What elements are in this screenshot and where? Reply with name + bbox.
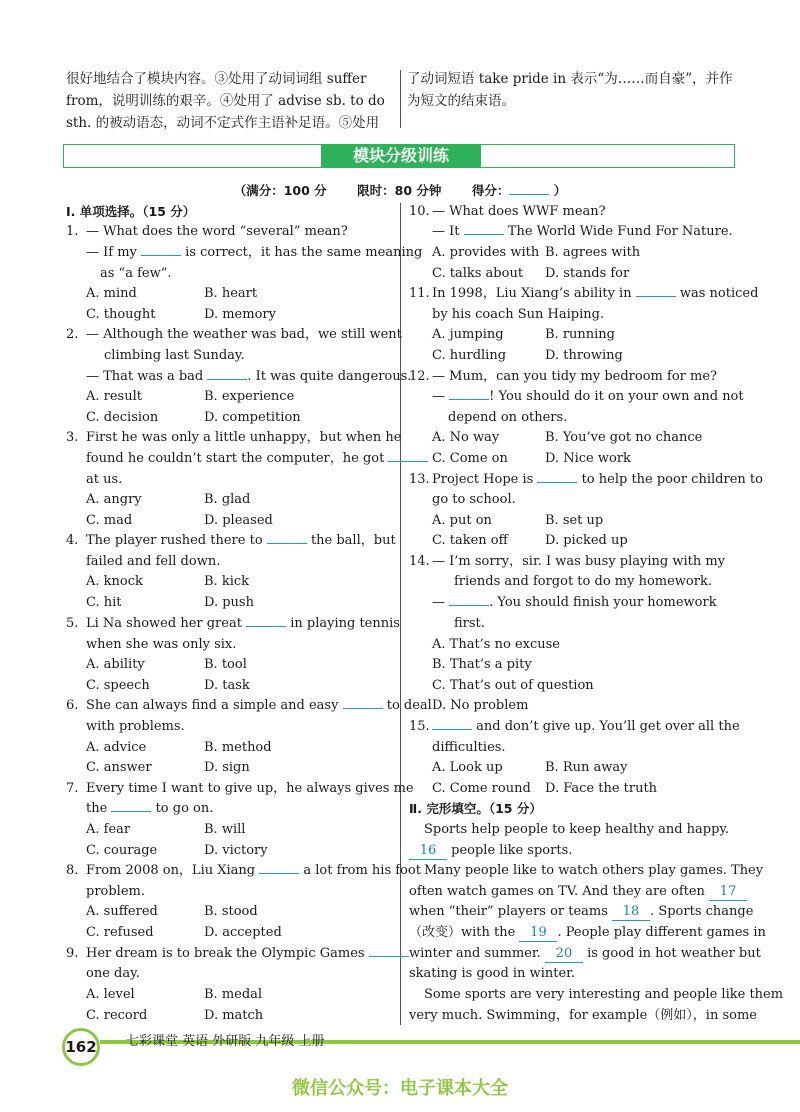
section-1-title: Ⅰ. 单项选择。（15 分） [66, 204, 196, 219]
q8-line: From 2008 on，Liu Xiang a lot from his foot [86, 863, 421, 878]
q13-line: Project Hope is to help the poor children to [432, 472, 763, 487]
q10-line: — It The World Wide Fund For Nature. [432, 224, 733, 239]
q1-number: 1. [66, 224, 79, 239]
q8-option-d[interactable]: D. accepted [204, 925, 282, 940]
q5-option-d[interactable]: D. task [204, 678, 250, 693]
page-number: 162 [62, 1028, 100, 1066]
q13-option-d[interactable]: D. picked up [545, 533, 628, 548]
q7-option-d[interactable]: D. victory [204, 843, 268, 858]
blank-16[interactable]: 16 [419, 843, 437, 858]
q1-blank[interactable] [141, 255, 181, 256]
q1-line: — What does the word “several” mean? [86, 224, 348, 239]
q10-option-a[interactable]: A. provides with [432, 245, 540, 260]
q4-line: failed and fell down. [86, 554, 221, 569]
wechat-watermark: 微信公众号：电子课本大全 [292, 1078, 508, 1099]
q14-line: — . You should finish your homework [432, 595, 717, 610]
q12-option-a[interactable]: A. No way [432, 430, 500, 445]
q14-option-c[interactable]: C. That’s out of question [432, 678, 594, 693]
q9-blank[interactable] [369, 956, 409, 957]
q2-line: climbing last Sunday. [104, 348, 245, 363]
cloze-line: 16 people like sports. [409, 843, 572, 860]
q2-number: 2. [66, 327, 79, 342]
cloze-line: when “their” players or teams 18 . Sports change [409, 904, 754, 919]
q8-line: problem. [86, 884, 145, 899]
q5-option-c[interactable]: C. speech [86, 678, 150, 693]
time-limit: 限时：80 分钟 [357, 183, 442, 198]
q9-line: one day. [86, 966, 140, 981]
q1-line: as “a few”. [100, 266, 172, 281]
q14-option-b[interactable]: B. That’s a pity [432, 657, 532, 672]
q11-number: 11. [409, 286, 430, 301]
cloze-line: skating is good in winter. [409, 966, 576, 981]
intro-line: 为短文的结束语。 [407, 93, 515, 109]
q3-number: 3. [66, 430, 79, 445]
q12-line: — ! You should do it on your own and not [432, 389, 744, 404]
q2-option-d[interactable]: D. competition [204, 410, 301, 425]
q10-blank[interactable] [464, 234, 504, 235]
q12-option-c[interactable]: C. Come on [432, 451, 508, 466]
intro-right [407, 68, 733, 112]
q7-option-b[interactable]: B. will [204, 822, 246, 837]
q11-line: In 1998，Liu Xiang’s ability in was noticed [432, 286, 759, 301]
cloze-line: very much. Swimming，for example（例如），in some [409, 1008, 757, 1023]
q15-line: and don’t give up. You’ll get over all the [432, 719, 740, 735]
blank-20[interactable]: 20 [555, 946, 573, 961]
q7-option-c[interactable]: C. courage [86, 843, 158, 858]
q5-option-a[interactable]: A. ability [86, 657, 145, 672]
blank-17[interactable]: 17 [719, 884, 737, 899]
q2-option-c[interactable]: C. decision [86, 410, 159, 425]
q8-option-c[interactable]: C. refused [86, 925, 154, 940]
q10-line: — What does WWF mean? [432, 204, 606, 219]
score-label: 得分： [471, 183, 510, 198]
q11-blank[interactable] [636, 296, 676, 297]
q4-number: 4. [66, 533, 79, 548]
q9-option-d[interactable]: D. match [204, 1008, 264, 1023]
q3-option-d[interactable]: D. pleased [204, 513, 273, 528]
q9-line: Her dream is to break the Olympic Games [86, 946, 409, 962]
q6-option-d[interactable]: D. sign [204, 760, 250, 775]
q11-option-d[interactable]: D. throwing [545, 348, 623, 363]
q6-blank[interactable] [343, 708, 383, 709]
q5-line: Li Na showed her great in playing tennis [86, 616, 400, 631]
q2-option-a[interactable]: A. result [86, 389, 142, 404]
q3-option-a[interactable]: A. angry [86, 492, 142, 507]
q11-option-b[interactable]: B. running [545, 327, 616, 342]
score-close: ） [553, 183, 567, 198]
score-info [0, 181, 800, 199]
score-blank[interactable] [509, 194, 549, 195]
blank-19[interactable]: 19 [530, 925, 547, 940]
q6-line: with problems. [86, 719, 185, 734]
q15-option-a[interactable]: A. Look up [432, 760, 503, 775]
q7-number: 7. [66, 781, 79, 796]
q14-option-d[interactable]: D. No problem [432, 698, 529, 713]
q13-blank[interactable] [537, 482, 577, 483]
q4-line: The player rushed there to the ball，but [86, 533, 396, 548]
q14-line: first. [454, 616, 485, 631]
q14-option-a[interactable]: A. That’s no excuse [432, 637, 560, 652]
cloze-line: often watch games on TV. And they are often 17 [409, 884, 747, 901]
q3-line: First he was only a little unhappy，but when he [86, 430, 402, 445]
q15-number: 15. [409, 719, 430, 734]
q5-number: 5. [66, 616, 79, 631]
q3-blank[interactable] [388, 461, 428, 462]
q6-line: She can always find a simple and easy to deal [86, 698, 432, 713]
q8-option-b[interactable]: B. stood [204, 904, 258, 919]
q1-option-c[interactable]: C. thought [86, 307, 156, 322]
intro-line: 了动词短语 take pride in 表示“为……而自豪”，并作 [407, 71, 733, 87]
q13-option-a[interactable]: A. put on [432, 513, 492, 528]
q3-line: at us. [86, 472, 123, 487]
intro-line: from，说明训练的艰辛。④处用了 advise sb. to do [66, 93, 385, 109]
column-divider-top [400, 70, 401, 128]
q6-option-b[interactable]: B. method [204, 740, 272, 755]
q6-number: 6. [66, 698, 79, 713]
q11-line: by his coach Sun Haiping. [432, 307, 605, 322]
q15-blank[interactable] [432, 729, 472, 730]
q14-number: 14. [409, 554, 430, 569]
q14-line: friends and forgot to do my homework. [454, 574, 712, 589]
section-banner-title: 模块分级训练 [321, 145, 481, 167]
cloze-line: Some sports are very interesting and people like them [424, 987, 784, 1002]
q10-option-d[interactable]: D. stands for [545, 266, 630, 281]
q12-option-b[interactable]: B. You’ve got no chance [545, 430, 703, 445]
section-2-title: Ⅱ. 完形填空。（15 分） [409, 801, 542, 816]
cloze-line: Many people like to watch others play games. They [424, 863, 764, 878]
q4-option-c[interactable]: C. hit [86, 595, 122, 610]
q10-option-c[interactable]: C. talks about [432, 266, 524, 281]
q9-option-c[interactable]: C. record [86, 1008, 148, 1023]
q11-option-a[interactable]: A. jumping [432, 327, 504, 342]
q12-line: — Mum，can you tidy my bedroom for me? [432, 369, 717, 384]
q1-option-d[interactable]: D. memory [204, 307, 276, 322]
q6-option-c[interactable]: C. answer [86, 760, 152, 775]
q10-option-b[interactable]: B. agrees with [545, 245, 641, 260]
q12-line: depend on others. [448, 410, 568, 425]
q14-blank[interactable] [449, 605, 489, 606]
cloze-line: Sports help people to keep healthy and happy. [424, 822, 730, 837]
q3-option-b[interactable]: B. glad [204, 492, 251, 507]
q13-number: 13. [409, 472, 430, 487]
cloze-line: winter and summer. 20 is good in hot weather but [409, 946, 761, 961]
q12-number: 12. [409, 369, 430, 384]
q15-option-c[interactable]: C. Come round [432, 781, 531, 796]
q14-line: — I’m sorry，sir. I was busy playing with my [432, 554, 726, 569]
q15-option-b[interactable]: B. Run away [545, 760, 628, 775]
q1-option-b[interactable]: B. heart [204, 286, 258, 301]
q15-option-d[interactable]: D. Face the truth [545, 781, 658, 796]
q12-blank[interactable] [449, 399, 489, 400]
q11-option-c[interactable]: C. hurdling [432, 348, 507, 363]
q9-option-b[interactable]: B. medal [204, 987, 263, 1002]
q15-line: difficulties. [432, 740, 506, 755]
q4-option-a[interactable]: A. knock [86, 574, 143, 589]
intro-line: sth. 的被动语态，动词不定式作主语补足语。⑤处用 [66, 115, 380, 131]
cloze-line: （改变）with the 19 . People play different games in [409, 925, 766, 940]
q7-line: Every time I want to give up，he always gives me [86, 781, 414, 796]
q7-option-a[interactable]: A. fear [86, 822, 131, 837]
q3-line: found he couldn’t start the computer，he got [86, 451, 428, 467]
q1-option-a[interactable]: A. mind [86, 286, 137, 301]
q13-option-c[interactable]: C. taken off [432, 533, 508, 548]
q2-option-b[interactable]: B. experience [204, 389, 295, 404]
q4-blank[interactable] [267, 543, 307, 544]
q2-line: — That was a bad . It was quite dangerous. [86, 369, 412, 384]
q7-line: the to go on. [86, 801, 214, 816]
q8-number: 8. [66, 863, 79, 878]
full-score: （满分：100 分 [233, 183, 327, 198]
q5-option-b[interactable]: B. tool [204, 657, 247, 672]
q4-option-d[interactable]: D. push [204, 595, 254, 610]
q10-number: 10. [409, 204, 430, 219]
q9-option-a[interactable]: A. level [86, 987, 135, 1002]
q13-option-b[interactable]: B. set up [545, 513, 604, 528]
q4-option-b[interactable]: B. kick [204, 574, 250, 589]
q8-option-a[interactable]: A. suffered [86, 904, 158, 919]
q9-number: 9. [66, 946, 79, 961]
q2-line: — Although the weather was bad，we still went [86, 327, 402, 342]
blank-18[interactable]: 18 [622, 904, 640, 919]
q1-line: — If my is correct，it has the same meaning [86, 245, 423, 260]
q5-line: when she was only six. [86, 637, 237, 652]
q5-blank[interactable] [246, 626, 286, 627]
q6-option-a[interactable]: A. advice [86, 740, 147, 755]
q3-option-c[interactable]: C. mad [86, 513, 133, 528]
q12-option-d[interactable]: D. Nice work [545, 451, 631, 466]
book-title: 七彩课堂 英语 外研版 九年级 上册 [126, 1034, 325, 1049]
q8-blank[interactable] [259, 873, 299, 874]
q13-line: go to school. [432, 492, 516, 507]
intro-left [66, 68, 385, 134]
q7-blank[interactable] [111, 811, 151, 812]
intro-line: 很好地结合了模块内容。③处用了动词词组 suffer [66, 71, 367, 87]
q2-blank[interactable] [207, 379, 247, 380]
